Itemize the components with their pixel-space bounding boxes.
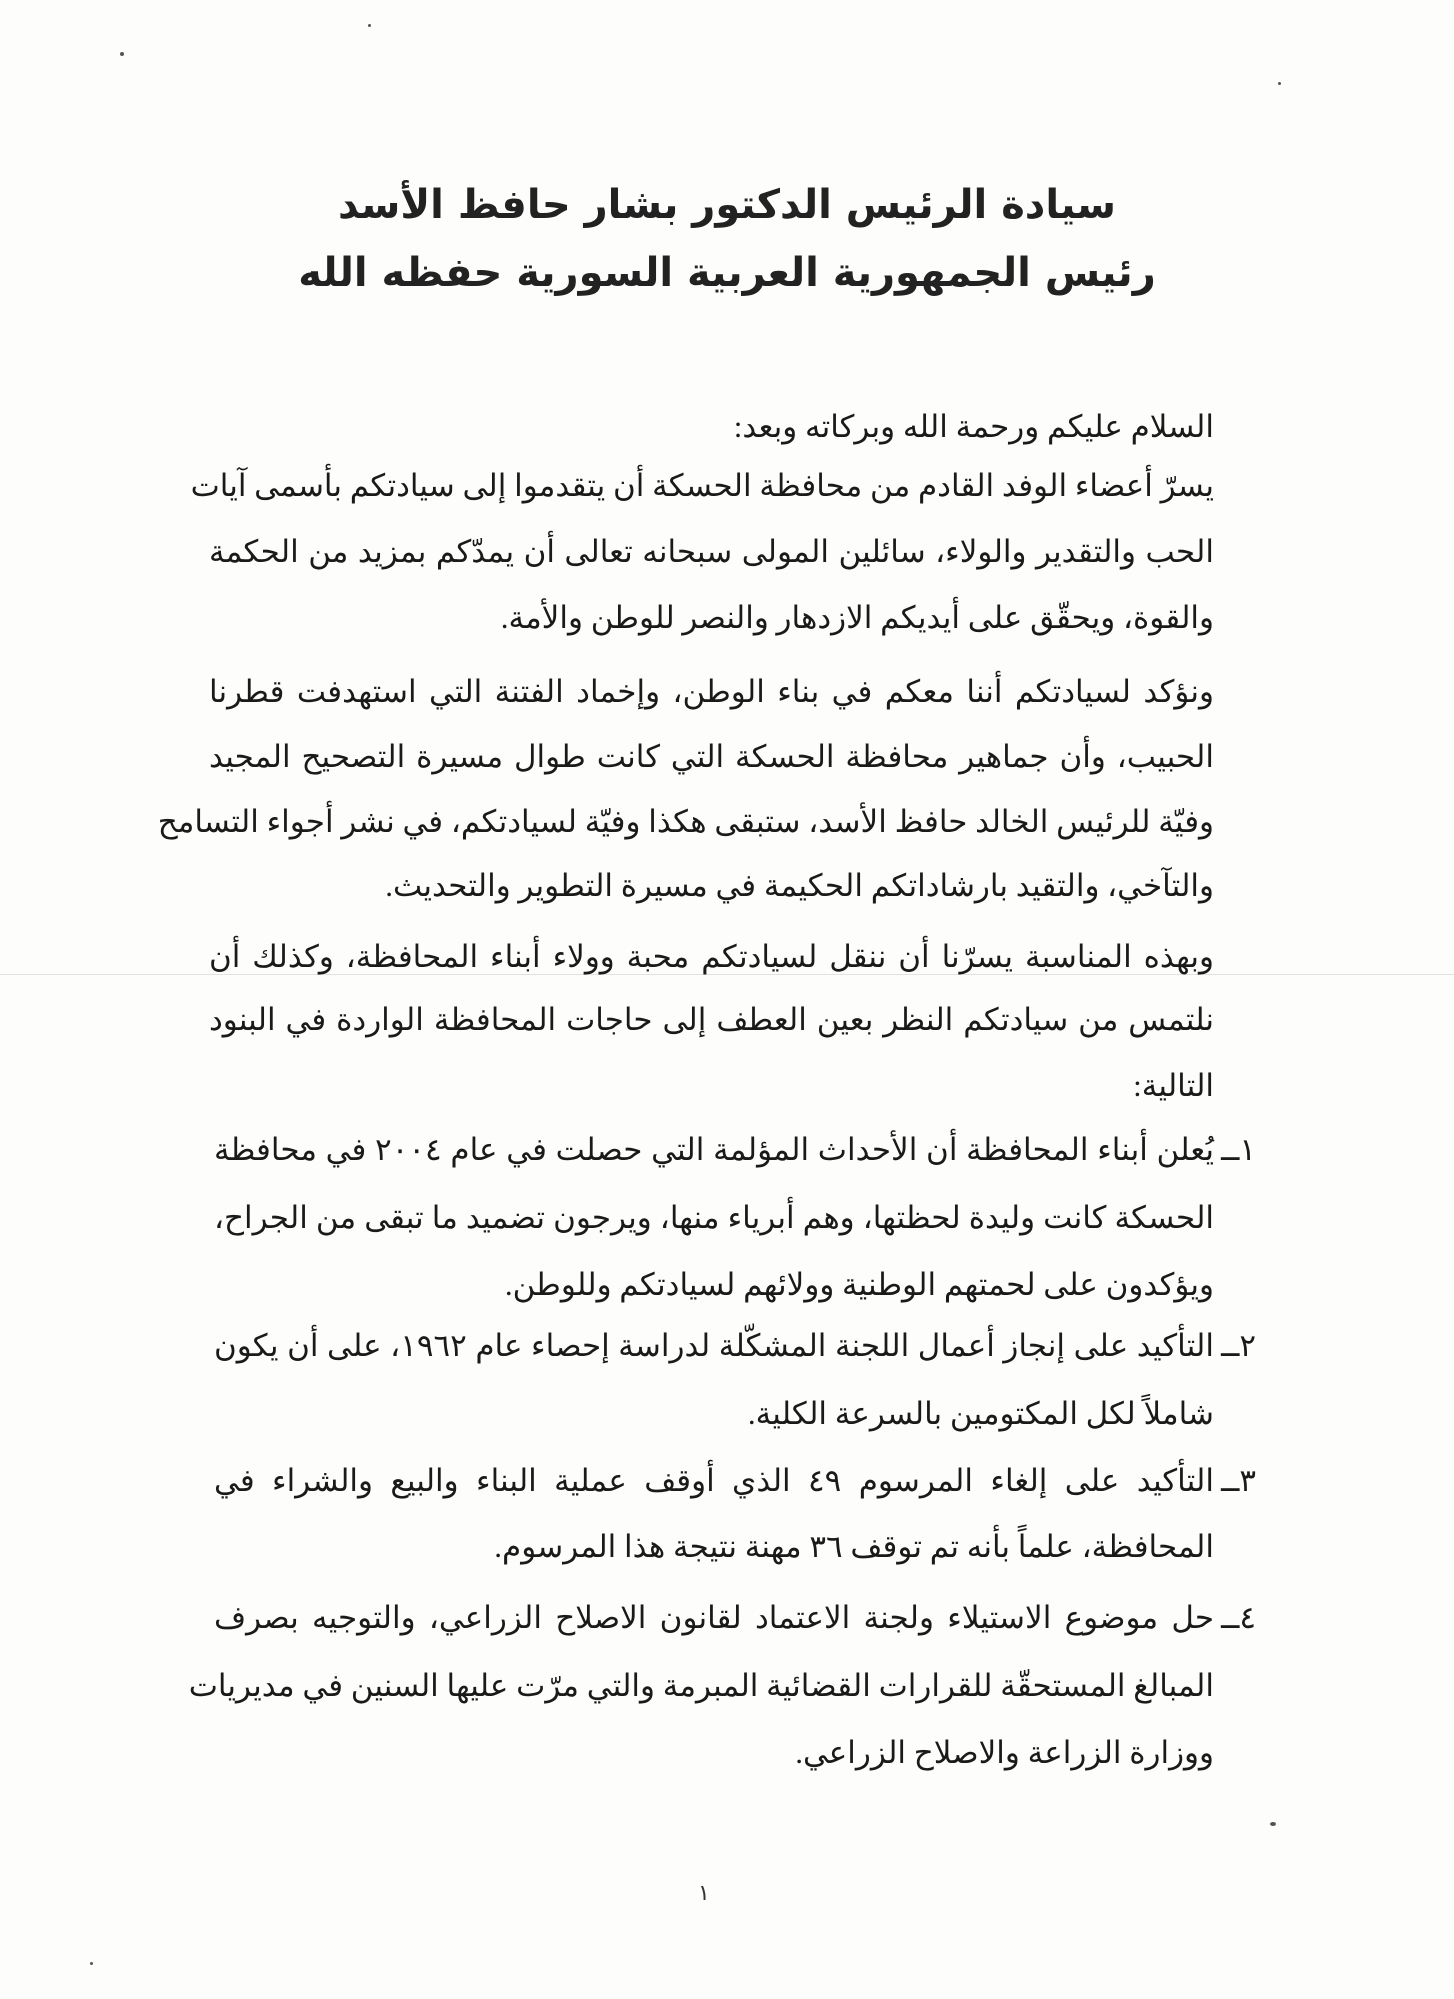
para2-line: وفيّة للرئيس الخالد حافظ الأسد، ستبقى هكذا وفيّة لسيادتكم، في نشر أجواء التسامح [157, 804, 1214, 839]
item-line: حل موضوع الاستيلاء ولجنة الاعتماد لقانون الاصلاح الزراعي، والتوجيه بصرف [214, 1600, 1214, 1635]
item-line: ويؤكدون على لحمتهم الوطنية وولائهم لسيادتكم وللوطن. [504, 1267, 1214, 1302]
para3-line: نلتمس من سيادتكم النظر بعين العطف إلى حاجات المحافظة الواردة في البنود [209, 1002, 1214, 1037]
item-number: ٣ــ [1221, 1463, 1256, 1498]
item-number: ٢ــ [1221, 1328, 1256, 1363]
item-line: التأكيد على إلغاء المرسوم ٤٩ الذي أوقف عملية البناء والبيع والشراء في [214, 1463, 1214, 1498]
item-line: المحافظة، علماً بأنه تم توقف ٣٦ مهنة نتيجة هذا المرسوم. [494, 1529, 1214, 1564]
para2-line: الحبيب، وأن جماهير محافظة الحسكة التي كانت طوال مسيرة التصحيح المجيد [209, 739, 1214, 774]
scan-speck [1270, 1822, 1276, 1826]
scan-speck [90, 1962, 93, 1965]
greeting: السلام عليكم ورحمة الله وبركاته وبعد: [733, 409, 1214, 444]
item-line: التأكيد على إنجاز أعمال اللجنة المشكّلة لدراسة إحصاء عام ١٩٦٢، على أن يكون [214, 1328, 1214, 1363]
item-line: شاملاً لكل المكتومين بالسرعة الكلية. [747, 1396, 1214, 1431]
item-number: ١ــ [1221, 1132, 1256, 1167]
para3-line: وبهذه المناسبة يسرّنا أن ننقل لسيادتكم محبة وولاء أبناء المحافظة، وكذلك أن [209, 939, 1214, 974]
title-line-2: رئيس الجمهورية العربية السورية حفظه الله [298, 250, 1156, 296]
para2-line: والتآخي، والتقيد بارشاداتكم الحكيمة في مسيرة التطوير والتحديث. [385, 868, 1214, 903]
para2-line: ونؤكد لسيادتكم أننا معكم في بناء الوطن، وإخماد الفتنة التي استهدفت قطرنا [209, 674, 1214, 709]
item-line: الحسكة كانت وليدة لحظتها، وهم أبرياء منها، ويرجون تضميد ما تبقى من الجراح، [214, 1200, 1214, 1235]
scan-speck [368, 24, 371, 27]
item-line: ووزارة الزراعة والاصلاح الزراعي. [795, 1735, 1214, 1770]
para3-line: التالية: [1133, 1068, 1214, 1103]
para1-line: يسرّ أعضاء الوفد القادم من محافظة الحسكة أن يتقدموا إلى سيادتكم بأسمى آيات [190, 468, 1214, 503]
page-number: ١ [698, 1880, 710, 1905]
title-line-1: سيادة الرئيس الدكتور بشار حافظ الأسد [337, 182, 1117, 228]
item-line: يُعلن أبناء المحافظة أن الأحداث المؤلمة التي حصلت في عام ٢٠٠٤ في محافظة [214, 1132, 1214, 1167]
item-line: المبالغ المستحقّة للقرارات القضائية المبرمة والتي مرّت عليها السنين في مديريات [188, 1668, 1214, 1703]
para1-line: والقوة، ويحقّق على أيديكم الازدهار والنصر للوطن والأمة. [500, 600, 1214, 635]
scan-speck [1278, 82, 1281, 85]
para1-line: الحب والتقدير والولاء، سائلين المولى سبحانه تعالى أن يمدّكم بمزيد من الحكمة [209, 534, 1214, 569]
item-number: ٤ــ [1221, 1600, 1256, 1635]
scan-speck [120, 52, 124, 56]
